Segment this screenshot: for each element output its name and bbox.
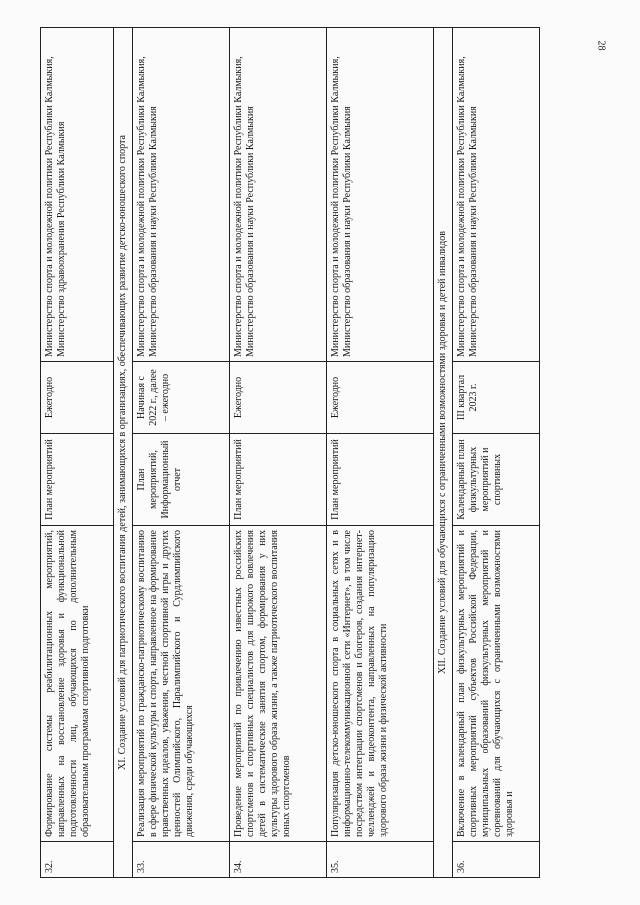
row-number: 36. [453,842,540,878]
row-description: Включение в календарный план физкультурных мероприятий и спортивных мероприятий субъектов Российской Федерации, муниципальных образований физкультурных мероприятий и соревнований для обучающихся с ограниченными возможностями здоровья и [453,526,540,842]
row-document: План мероприятий [41,434,114,526]
table-row [327,28,434,878]
row-executors: Министерство спорта и молодежной политики Республики Калмыкия, Министерство образования и науки Республики Калмыкия [230,28,327,362]
section-title: XII. Создание условий для обучающихся с ограниченными возможностями здоровья и детей инвалидов [434,28,453,878]
table-row [453,28,540,878]
row-term: Начиная с 2022 г., далее – ежегодно [133,362,230,434]
row-description: Формирование системы реабилитационных мероприятий, направленных на восстановление здоровья и функциональной подготовленности лиц, обучающихся по дополнительным образовательным программам спортивной подготовки [41,526,114,842]
row-number: 34. [230,842,327,878]
row-description: Реализация мероприятий по гражданско-патриотическому воспитанию в сфере физической культуры и спорта, направленное на формирование нравственных идеалов, уважения, честной спортивной игры и других ценностей Олимпийского, Паралимпийского и Сурдлимпийского движения, среди обучающихся [133,526,230,842]
page-number: 28 [595,40,607,51]
table-row [230,28,327,878]
row-number: 33. [133,842,230,878]
document-sheet [40,28,600,878]
row-executors: Министерство спорта и молодежной политики Республики Калмыкия, Министерство образования и науки Республики Калмыкия [133,28,230,362]
table-row [41,28,114,878]
row-number: 32. [41,842,114,878]
measures-table [40,27,540,878]
row-description: Популяризация детско-юношеского спорта в социальных сетях и в информационно-телекоммуникационной сети «Интернет», в том числе посредством интеграции спортсменов и блогеров, создания интернет-челленджей и видеоконтента, направленных на популяризацию здорового образа жизни и физической активности [327,526,434,842]
row-executors: Министерство спорта и молодежной политики Республики Калмыкия, Министерство здравоохранения Республики Калмыкия [41,28,114,362]
row-term: Ежегодно [327,362,434,434]
row-term: III квартал 2023 г. [453,362,540,434]
table-row [133,28,230,878]
row-executors: Министерство спорта и молодежной политики Республики Калмыкия, Министерство образования и науки Республики Калмыкия [453,28,540,362]
row-number: 35. [327,842,434,878]
row-description: Проведение мероприятий по привлечению известных российских спортсменов и спортивных специалистов для широкого вовлечения детей в систематические занятия спортом, формирования у них культуры здорового образа жизни, а также патриотического воспитания юных спортсменов [230,526,327,842]
row-executors: Министерство спорта и молодежной политики Республики Калмыкия, Министерство образования и науки Республики Калмыкия [327,28,434,362]
row-document: Календарный план физкультурных мероприятий и спортивных [453,434,540,526]
section-header-row [434,28,453,878]
row-document: План мероприятий, Информационный отчет [133,434,230,526]
row-document: План мероприятий [230,434,327,526]
row-term: Ежегодно [230,362,327,434]
section-title: XI. Создание условий для патриотического воспитания детей, занимающихся в организациях, обеспечивающих развитие детско-юношеского спорта [114,28,133,878]
row-document: План мероприятий [327,434,434,526]
row-term: Ежегодно [41,362,114,434]
section-header-row [114,28,133,878]
